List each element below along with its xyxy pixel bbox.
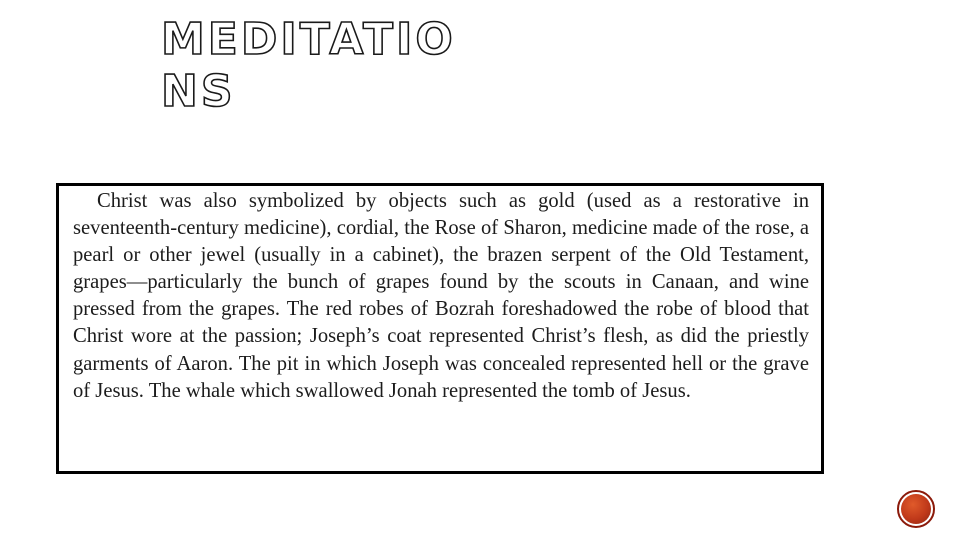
excerpt-image-frame [56, 183, 824, 474]
slide-title-line-2: NS [161, 66, 236, 117]
slide-title [161, 14, 461, 118]
badge-circle [901, 494, 931, 524]
slide-title-line-1: MEDITATIO [161, 14, 456, 65]
excerpt-text: Christ was also symbolized by objects such as gold (used as a restorative in seventeenth-century medicine), cordial, the Rose of Sharon, medicine made of the rose, a pearl or other jewel (usually in a cabinet), the brazen serpent of the Old Testament, grapes—particularly the bunch of grapes found by the scouts in Canaan, and wine pressed from the grapes. The red robes of Bozrah foreshadowed the robe of blood that Christ wore at the passion; Joseph’s coat represented Christ’s flesh, as did the priestly garments of Aaron. The pit in which Joseph was concealed represented hell or the grave of Jesus. The whale which swallowed Jonah represented the tomb of Jesus. [73, 190, 809, 402]
slide-number-badge-icon [897, 490, 935, 528]
